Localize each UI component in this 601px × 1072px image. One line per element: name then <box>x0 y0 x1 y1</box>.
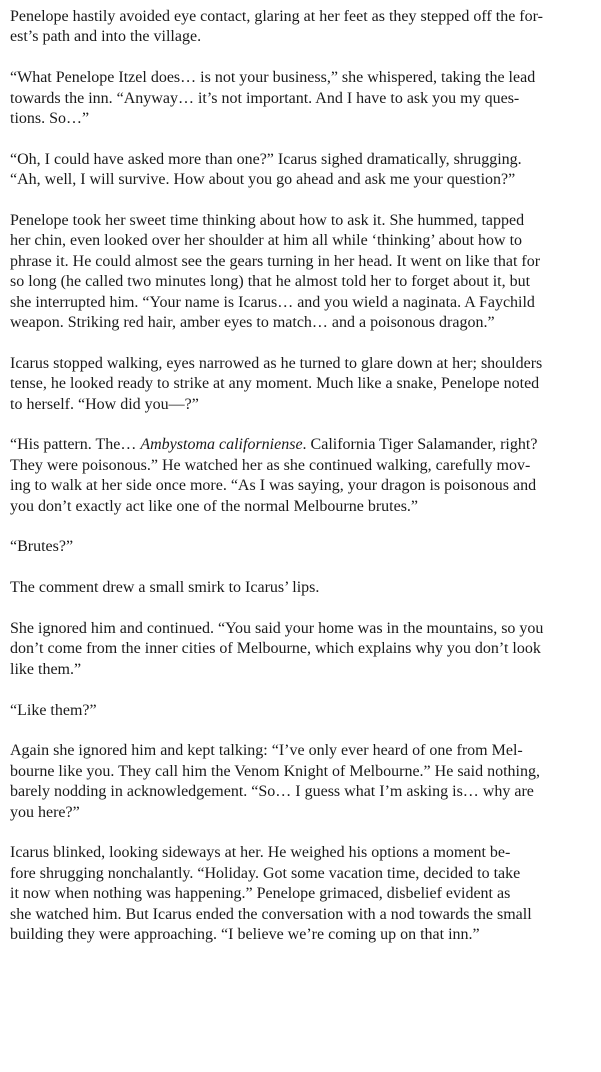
paragraph <box>10 537 586 557</box>
paragraph <box>10 354 586 415</box>
text-line: it now when nothing was happening.” Penelope grimaced, disbelief evident as <box>10 885 511 903</box>
text-line: you don’t exactly act like one of the normal Melbourne brutes.” <box>10 497 419 515</box>
text-line: phrase it. He could almost see the gears turning in her head. It went on like that for <box>10 252 541 270</box>
text-line: tense, he looked ready to strike at any moment. Much like a snake, Penelope noted <box>10 375 540 393</box>
text-line: “Brutes?” <box>10 538 74 556</box>
paragraph <box>10 701 586 721</box>
text-line: Again she ignored him and kept talking: “I’ve only ever heard of one from Mel- <box>10 742 523 760</box>
paragraph <box>10 7 586 48</box>
text-line: tions. So…” <box>10 110 90 128</box>
text-line: Icarus blinked, looking sideways at her. He weighed his options a moment be- <box>10 844 511 862</box>
text-line: ing to walk at her side once more. “As I was saying, your dragon is poisonous and <box>10 477 537 495</box>
paragraph <box>10 619 586 680</box>
text-line: est’s path and into the village. <box>10 28 202 46</box>
text-line: fore shrugging nonchalantly. “Holiday. Got some vacation time, decided to take <box>10 864 521 882</box>
text-line: she watched him. But Icarus ended the conversation with a nod towards the small <box>10 905 532 923</box>
text-run: . California Tiger Salamander, right? <box>302 436 538 454</box>
text-line: weapon. Striking red hair, amber eyes to match… and a poisonous dragon.” <box>10 314 495 332</box>
text-line <box>10 435 586 455</box>
text-line: towards the inn. “Anyway… it’s not important. And I have to ask you my ques- <box>10 89 520 107</box>
text-line: barely nodding in acknowledgement. “So… I guess what I’m asking is… why are <box>10 783 534 801</box>
document-page <box>10 7 586 966</box>
text-line: The comment drew a small smirk to Icarus’ lips. <box>10 579 320 597</box>
text-line: to herself. “How did you—?” <box>10 395 199 413</box>
paragraph <box>10 741 586 823</box>
text-line: Penelope hastily avoided eye contact, glaring at her feet as they stepped off the for- <box>10 8 543 25</box>
paragraph <box>10 211 586 333</box>
text-line: Icarus stopped walking, eyes narrowed as he turned to glare down at her; shoulders <box>10 354 543 372</box>
paragraph <box>10 578 586 598</box>
text-line: Penelope took her sweet time thinking about how to ask it. She hummed, tapped <box>10 212 525 230</box>
text-line: bourne like you. They call him the Venom Knight of Melbourne.” He said nothing, <box>10 762 540 780</box>
text-line: building they were approaching. “I believe we’re coming up on that inn.” <box>10 926 480 944</box>
paragraph <box>10 150 586 191</box>
text-line: you here?” <box>10 803 80 821</box>
text-line: don’t come from the inner cities of Melbourne, which explains why you don’t look <box>10 640 541 658</box>
text-line: her chin, even looked over her shoulder at him all while ‘thinking’ about how to <box>10 232 523 250</box>
text-line: “Ah, well, I will survive. How about you go ahead and ask me your question?” <box>10 171 516 189</box>
text-line: like them.” <box>10 660 82 678</box>
text-line: They were poisonous.” He watched her as she continued walking, carefully mov- <box>10 456 531 474</box>
paragraph <box>10 843 586 945</box>
text-line: so long (he called two minutes long) that he almost told her to forget about it, but <box>10 273 531 291</box>
text-line: She ignored him and continued. “You said your home was in the mountains, so you <box>10 620 544 638</box>
paragraph <box>10 435 586 517</box>
text-line: “Like them?” <box>10 701 97 719</box>
text-run: “His pattern. The… <box>10 436 141 454</box>
paragraph <box>10 68 586 129</box>
text-line: “What Penelope Itzel does… is not your business,” she whispered, taking the lead <box>10 69 536 87</box>
text-line: she interrupted him. “Your name is Icarus… and you wield a naginata. A Faychild <box>10 293 535 311</box>
text-line: “Oh, I could have asked more than one?” Icarus sighed dramatically, shrugging. <box>10 150 522 168</box>
italic-species-name: Ambystoma californiense <box>140 436 303 454</box>
